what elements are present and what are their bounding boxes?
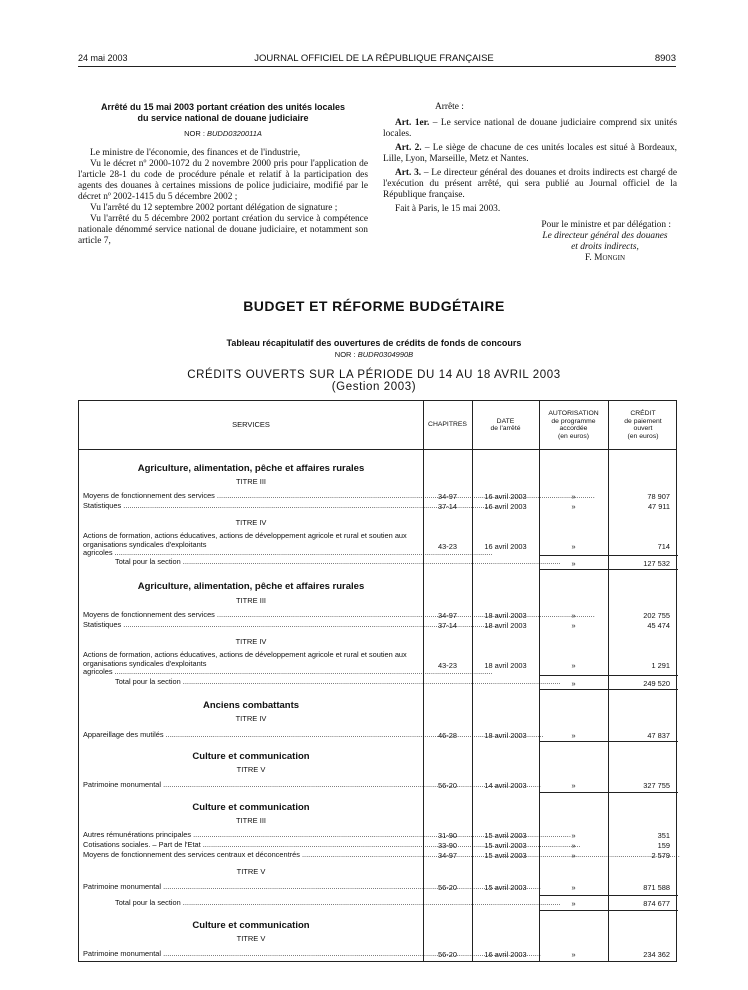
arrete-right-column	[383, 102, 677, 264]
subtotal-rule	[539, 569, 678, 570]
row-credit: 47 911	[647, 502, 670, 511]
titre-label: TITRE III	[236, 596, 266, 605]
subtotal-rule	[539, 689, 678, 690]
row-date: 18 avril 2003	[484, 661, 527, 670]
row-label: Moyens de fonctionnement des services .....	[83, 492, 417, 501]
arrete-paragraph: Vu le décret nº 2000-1072 du 2 novembre 2000 pris pour l'application de l'article 28-1 du code de procédure pénale et relatif à la participation des agents des douanes à certaines missions de police judiciaire, modifié par le décret nº 2002-1415 du 5 décembre 2002 ;	[78, 159, 368, 202]
signature-title: Le directeur général des douanes	[542, 231, 668, 241]
row-date: 18 avril 2003	[484, 621, 527, 630]
row-chapitre: 34-97	[438, 851, 457, 860]
total-label: Total pour la section .....	[115, 678, 417, 687]
row-autorisation: »	[571, 781, 576, 790]
row-date: 15 avril 2003	[484, 883, 527, 892]
table-nor: NOR : BUDR0304990B	[334, 350, 414, 359]
row-date: 16 avril 2003	[484, 950, 527, 959]
row-date: 14 avril 2003	[484, 781, 527, 790]
row-chapitre: 34-97	[438, 492, 457, 501]
row-credit: 874 677	[643, 899, 670, 908]
row-autorisation: »	[571, 950, 576, 959]
row-label: Actions de formation, actions éducatives, actions de développement agricole et rural et soutien aux organisations syndicales d'exploitants agricoles .....	[83, 651, 417, 668]
arrete-paragraph: Vu l'arrêté du 5 décembre 2002 portant création du service à compétence nationale dénommé service national de douane judiciaire, et notamment son article 7,	[78, 214, 368, 246]
row-date: 15 avril 2003	[484, 841, 527, 850]
row-date: 16 avril 2003	[484, 502, 527, 511]
row-chapitre: 56-20	[438, 883, 457, 892]
col-header-date: DATE de l'arrêté	[490, 417, 521, 432]
titre-label: TITRE V	[236, 765, 266, 774]
row-autorisation: »	[571, 731, 576, 740]
arrete-paragraph: Vu l'arrêté du 12 septembre 2002 portant délégation de signature ;	[90, 203, 338, 213]
header-page-number: 8903	[654, 53, 676, 64]
row-chapitre: 43-23	[438, 542, 457, 551]
group-title: Anciens combattants	[202, 700, 300, 711]
subtotal-rule	[539, 555, 678, 556]
header-rule	[78, 66, 676, 67]
row-label: Autres rémunérations principales .....	[83, 831, 417, 840]
group-title: Agriculture, alimentation, pêche et affaires rurales	[137, 581, 365, 592]
col-header-credit: CRÉDIT de paiement ouvert (en euros)	[624, 410, 662, 440]
arrete-nor: NOR : BUDD0320011A	[184, 129, 262, 138]
done-at: Fait à Paris, le 15 mai 2003.	[395, 204, 501, 214]
row-autorisation: »	[571, 841, 576, 850]
article-1: Art. 1er. – Le service national de douane judiciaire comprend six unités locales.	[383, 118, 677, 139]
row-label: Patrimoine monumental .....	[83, 950, 417, 959]
row-autorisation: »	[571, 883, 576, 892]
subtotal-rule	[539, 675, 678, 676]
article-2: Art. 2. – Le siège de chacune de ces unités locales est situé à Bordeaux, Lille, Lyon, Marseille, Metz et Nantes.	[383, 143, 677, 164]
row-autorisation: »	[571, 492, 576, 501]
row-credit: 249 520	[643, 679, 670, 688]
article-3: Art. 3. – Le directeur général des douanes et droits indirects est chargé de l'exécution du présent arrêté, qui sera publié au Journal officiel de la République française.	[383, 168, 677, 200]
group-title: Culture et communication	[192, 751, 310, 762]
col-header-services: SERVICES	[232, 420, 270, 430]
header-date: 24 mai 2003	[78, 53, 128, 63]
group-title: Agriculture, alimentation, pêche et affaires rurales	[137, 463, 365, 474]
row-chapitre: 31-90	[438, 831, 457, 840]
row-credit: 1 291	[651, 661, 670, 670]
titre-label: TITRE IV	[235, 714, 267, 723]
credits-table	[78, 400, 677, 962]
row-label: Cotisations sociales. – Part de l'Etat .....	[83, 841, 417, 850]
row-credit: 47 837	[647, 731, 670, 740]
row-autorisation: »	[571, 611, 576, 620]
row-autorisation: »	[571, 502, 576, 511]
row-credit: 45 474	[647, 621, 670, 630]
section-title: BUDGET ET RÉFORME BUDGÉTAIRE	[243, 298, 505, 314]
row-label: Moyens de fonctionnement des services .....	[83, 611, 417, 620]
row-label: Patrimoine monumental .....	[83, 781, 417, 790]
credits-heading: CRÉDITS OUVERTS SUR LA PÉRIODE DU 14 AU 18 AVRIL 2003 (Gestion 2003)	[187, 369, 561, 393]
row-chapitre: 34-97	[438, 611, 457, 620]
row-credit: 714	[657, 542, 670, 551]
subtotal-rule	[539, 741, 678, 742]
row-credit: 159	[657, 841, 670, 850]
titre-label: TITRE III	[236, 477, 266, 486]
row-chapitre: 56-20	[438, 950, 457, 959]
titre-label: TITRE IV	[235, 518, 267, 527]
titre-label: TITRE III	[236, 816, 266, 825]
row-autorisation: »	[571, 679, 576, 688]
header-divider	[79, 449, 676, 450]
row-chapitre: 33-90	[438, 841, 457, 850]
row-credit: 351	[657, 831, 670, 840]
row-date: 16 avril 2003	[484, 542, 527, 551]
row-autorisation: »	[571, 621, 576, 630]
group-title: Culture et communication	[192, 920, 310, 931]
total-label: Total pour la section .....	[115, 558, 417, 567]
arrete-title: Arrêté du 15 mai 2003 portant création des unités locales du service national de douane judiciaire	[100, 102, 346, 123]
row-label: Moyens de fonctionnement des services centraux et déconcentrés .....	[83, 851, 417, 860]
row-credit: 871 588	[643, 883, 670, 892]
arrete-word: Arrête :	[435, 102, 464, 112]
row-chapitre: 56-20	[438, 781, 457, 790]
row-label: Appareillage des mutilés .....	[83, 731, 417, 740]
row-autorisation: »	[571, 899, 576, 908]
subtotal-rule	[539, 895, 678, 896]
row-credit: 78 907	[647, 492, 670, 501]
row-date: 15 avril 2003	[484, 851, 527, 860]
row-credit: 2 579	[651, 851, 670, 860]
row-autorisation: »	[571, 542, 576, 551]
col-header-chapitres: CHAPITRES	[428, 421, 467, 429]
group-title: Culture et communication	[192, 802, 310, 813]
row-label: Statistiques .....	[83, 502, 417, 511]
arrete-paragraph: Le ministre de l'économie, des finances et de l'industrie,	[90, 148, 301, 158]
titre-label: TITRE V	[236, 867, 266, 876]
arrete-left-column	[78, 102, 368, 247]
col-header-autorisation: AUTORISATION de programme accordée (en euros)	[548, 410, 599, 440]
total-label: Total pour la section .....	[115, 899, 417, 908]
row-credit: 234 362	[643, 950, 670, 959]
row-date: 15 avril 2003	[484, 831, 527, 840]
signature-name: F. Mongin	[584, 253, 626, 263]
row-credit: 327 755	[643, 781, 670, 790]
titre-label: TITRE V	[236, 934, 266, 943]
row-date: 16 avril 2003	[484, 492, 527, 501]
titre-label: TITRE IV	[235, 637, 267, 646]
subtotal-rule	[539, 792, 678, 793]
row-label: Actions de formation, actions éducatives, actions de développement agricole et rural et soutien aux organisations syndicales d'exploitants agricoles .....	[83, 532, 417, 549]
row-credit: 202 755	[643, 611, 670, 620]
row-autorisation: »	[571, 831, 576, 840]
row-autorisation: »	[571, 661, 576, 670]
signature-line: Pour le ministre et par délégation :	[541, 220, 671, 230]
row-label: Statistiques .....	[83, 621, 417, 630]
row-chapitre: 37-14	[438, 621, 457, 630]
row-chapitre: 46-28	[438, 731, 457, 740]
signature-title-2: et droits indirects,	[571, 242, 639, 252]
row-autorisation: »	[571, 851, 576, 860]
row-date: 18 avril 2003	[484, 611, 527, 620]
row-label: Patrimoine monumental .....	[83, 883, 417, 892]
subtotal-rule	[539, 910, 678, 911]
header-journal: JOURNAL OFFICIEL DE LA RÉPUBLIQUE FRANÇAISE	[254, 53, 494, 64]
row-credit: 127 532	[643, 559, 670, 568]
row-autorisation: »	[571, 559, 576, 568]
row-chapitre: 43-23	[438, 661, 457, 670]
table-title: Tableau récapitulatif des ouvertures de crédits de fonds de concours	[226, 338, 522, 348]
row-date: 18 avril 2003	[484, 731, 527, 740]
row-chapitre: 37-14	[438, 502, 457, 511]
